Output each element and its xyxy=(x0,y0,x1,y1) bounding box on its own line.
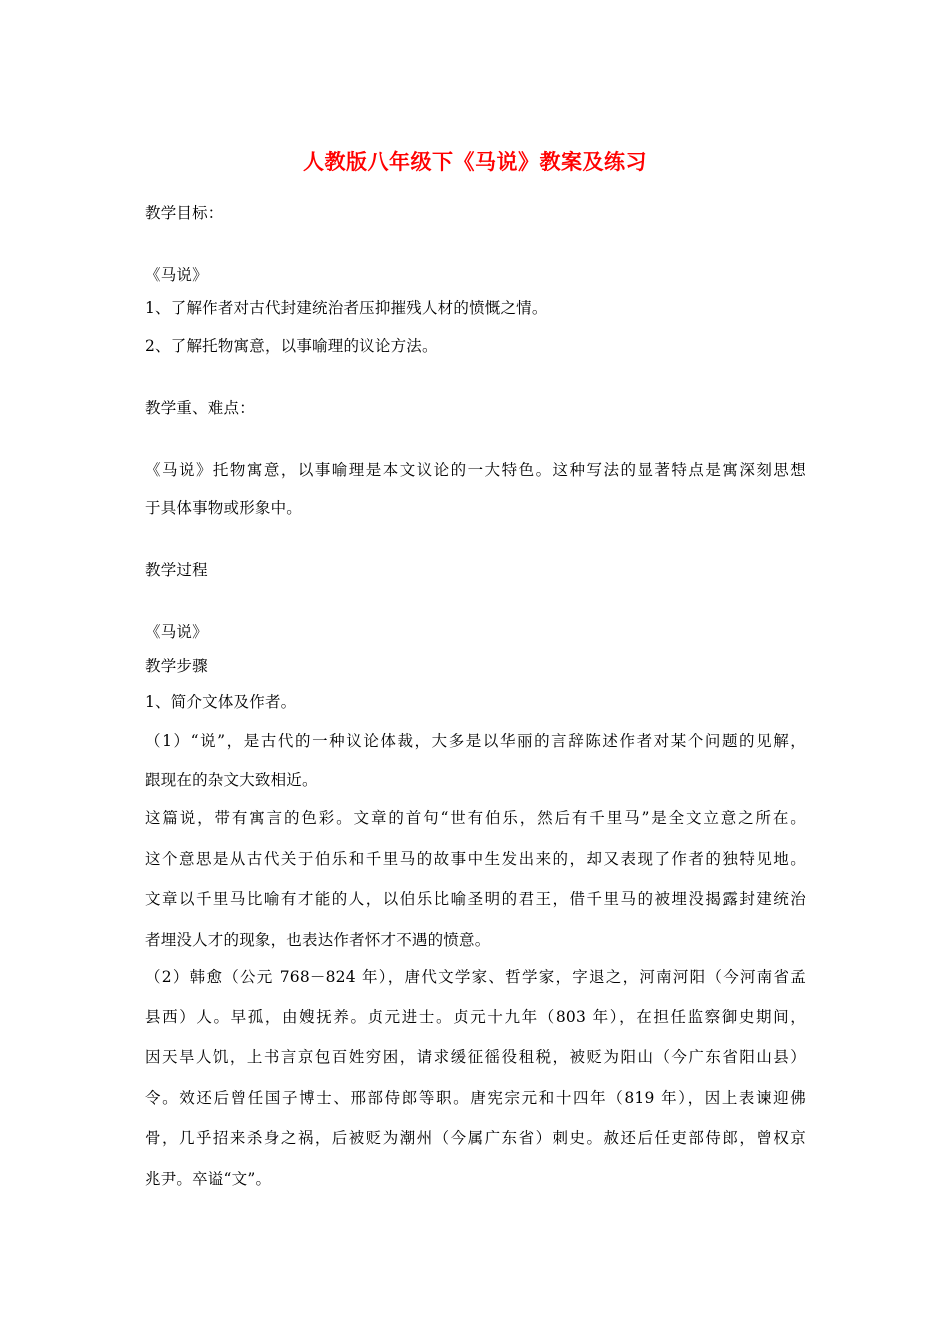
text-line: 1、简介文体及作者。 xyxy=(145,693,297,711)
text-line: （2）韩愈（公元 768－824 年），唐代文学家、哲学家，字退之，河南河阳（今河南省孟 xyxy=(145,968,806,986)
text-line: 这个意思是从古代关于伯乐和千里马的故事中生发出来的，却又表现了作者的独特见地。 xyxy=(145,850,806,868)
text-line: 者埋没人才的现象，也表达作者怀才不遇的愤意。 xyxy=(145,931,491,949)
section-heading-goals: 教学目标： xyxy=(145,204,224,222)
text-line: 1、了解作者对古代封建统治者压抑摧残人材的愤慨之情。 xyxy=(145,299,548,317)
text-line: 跟现在的杂文大致相近。 xyxy=(145,771,318,789)
text-line: （1）“说”，是古代的一种议论体裁，大多是以华丽的言辞陈述作者对某个问题的见解， xyxy=(145,732,806,750)
text-line: 《马说》 xyxy=(145,623,208,641)
text-line: 《马说》 xyxy=(145,266,208,284)
text-line: 《马说》托物寓意，以事喻理是本文议论的一大特色。这种写法的显著特点是寓深刻思想 xyxy=(145,461,806,479)
text-line: 兆尹。卒谥“文”。 xyxy=(145,1170,272,1188)
text-line: 因天旱人饥，上书言京包百姓穷困，请求缓征徭役租税，被贬为阳山（今广东省阳山县） xyxy=(145,1048,806,1066)
section-heading-process: 教学过程 xyxy=(145,561,208,579)
text-line: 骨，几乎招来杀身之祸，后被贬为潮州（今属广东省）刺史。赦还后任吏部侍郎，曾权京 xyxy=(145,1129,806,1147)
text-line: 县西）人。早孤，由嫂抚养。贞元进士。贞元十九年（803 年），在担任监察御史期间， xyxy=(145,1008,806,1026)
section-heading-keypoints: 教学重、难点： xyxy=(145,399,255,417)
text-line: 令。效还后曾任国子博士、邢部侍郎等职。唐宪宗元和十四年（819 年），因上表谏迎佛 xyxy=(145,1089,806,1107)
text-line: 2、了解托物寓意，以事喻理的议论方法。 xyxy=(145,337,438,355)
text-line: 教学步骤 xyxy=(145,657,208,675)
text-line: 文章以千里马比喻有才能的人，以伯乐比喻圣明的君王，借千里马的被埋没揭露封建统治 xyxy=(145,890,806,908)
text-line: 于具体事物或形象中。 xyxy=(145,499,303,517)
document-title: 人教版八年级下《马说》教案及练习 xyxy=(303,149,647,174)
text-line: 这篇说，带有寓言的色彩。文章的首句“世有伯乐，然后有千里马”是全文立意之所在。 xyxy=(145,809,806,827)
